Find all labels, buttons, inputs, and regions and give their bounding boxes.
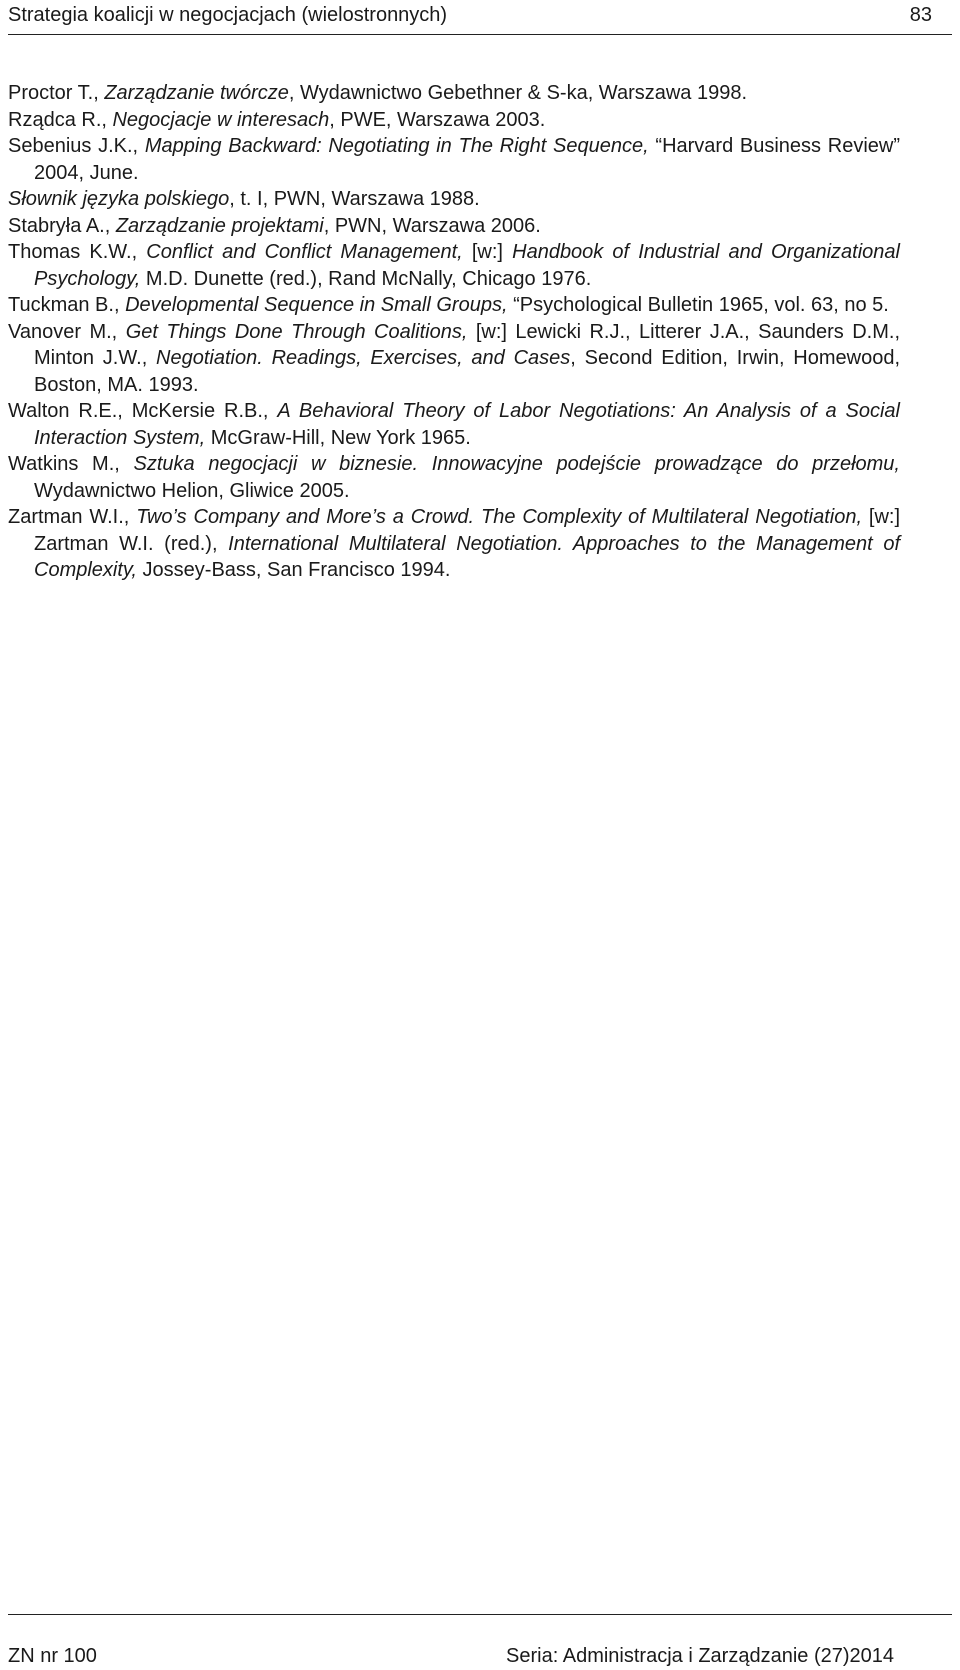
- reference-text: Zartman W.I.,: [8, 506, 137, 528]
- reference-text: Stabryła A.,: [8, 214, 116, 237]
- reference-title: Negotiation. Readings, Exercises, and Cases: [156, 347, 571, 369]
- running-header: [8, 0, 952, 35]
- reference-entry: [8, 451, 900, 504]
- reference-entry: [8, 292, 900, 319]
- reference-title: Zarządzanie projektami: [115, 214, 324, 237]
- reference-entry: [8, 319, 900, 399]
- reference-title: International Multilateral Negotiation. Approaches to the Management of Complexity,: [34, 532, 901, 581]
- reference-entry: [8, 504, 900, 584]
- reference-title: Mapping Backward: Negotiating in The Right Sequence,: [144, 135, 656, 157]
- reference-title: Developmental Sequence in Small Groups,: [125, 294, 514, 316]
- reference-text: Vanover M.,: [8, 320, 126, 343]
- journal-issue: ZN nr 100: [8, 1645, 97, 1667]
- reference-title: Conflict and Conflict Management,: [146, 241, 472, 263]
- reference-entry: [8, 107, 900, 134]
- reference-text: [w:] Lewicki R.J., Litterer J.A., Saunders D.M., Minton J.W.,: [34, 320, 900, 369]
- reference-text: Jossey-Bass, San Francisco 1994.: [142, 559, 451, 581]
- reference-text: Thomas K.W.,: [8, 241, 147, 263]
- bibliography-list: [8, 80, 900, 584]
- reference-text: Proctor T.,: [8, 82, 105, 104]
- reference-title: A Behavioral Theory of Labor Negotiations: An Analysis of a Social Interaction System,: [34, 400, 900, 449]
- reference-text: “Harvard Business Review” 2004, June.: [34, 135, 900, 184]
- reference-entry: [8, 213, 900, 240]
- reference-text: , t. I, PWN, Warszawa 1988.: [229, 188, 480, 210]
- reference-text: McGraw-Hill, New York 1965.: [210, 426, 471, 449]
- reference-text: “Psychological Bulletin 1965, vol. 63, no 5.: [513, 294, 889, 316]
- reference-title: Zarządzanie twórcze: [104, 82, 289, 104]
- reference-entry: [8, 239, 900, 292]
- reference-text: [w:] Zartman W.I. (red.),: [34, 506, 901, 555]
- reference-text: , Wydawnictwo Gebethner & S-ka, Warszawa 1998.: [288, 82, 748, 104]
- reference-text: Sebenius J.K.,: [8, 135, 145, 157]
- reference-title: Handbook of Industrial and Organizational Psychology,: [34, 241, 900, 290]
- reference-text: M.D. Dunette (red.), Rand McNally, Chicago 1976.: [145, 267, 592, 290]
- reference-text: , PWN, Warszawa 2006.: [323, 214, 541, 237]
- reference-title: Two’s Company and More’s a Crowd. The Complexity of Multilateral Negotiation,: [136, 506, 869, 528]
- reference-entry: [8, 80, 900, 107]
- reference-entry: [8, 133, 900, 186]
- reference-title: Negocjacje w interesach: [112, 108, 330, 131]
- reference-text: Wydawnictwo Helion, Gliwice 2005.: [34, 479, 350, 502]
- journal-series: Seria: Administracja i Zarządzanie (27)2014: [506, 1645, 894, 1667]
- reference-text: [w:]: [471, 241, 513, 263]
- page-number: 83: [909, 4, 932, 26]
- reference-text: Watkins M.,: [8, 453, 134, 475]
- reference-text: , Second Edition, Irwin, Homewood, Boston, MA. 1993.: [34, 347, 901, 396]
- reference-text: , PWE, Warszawa 2003.: [329, 108, 546, 131]
- reference-title: Get Things Done Through Coalitions,: [125, 320, 476, 343]
- header-title: Strategia koalicji w negocjacjach (wielostronnych): [8, 4, 448, 26]
- reference-entry: [8, 398, 900, 451]
- reference-title: Sztuka negocjacji w biznesie. Innowacyjne podejście prowadzące do przełomu,: [133, 453, 900, 475]
- reference-title: Słownik języka polskiego: [8, 188, 230, 210]
- reference-text: Rządca R.,: [8, 108, 113, 131]
- reference-entry: [8, 186, 900, 213]
- running-footer: [8, 1614, 952, 1670]
- reference-text: Tuckman B.,: [8, 294, 126, 316]
- reference-text: Walton R.E., McKersie R.B.,: [8, 400, 278, 422]
